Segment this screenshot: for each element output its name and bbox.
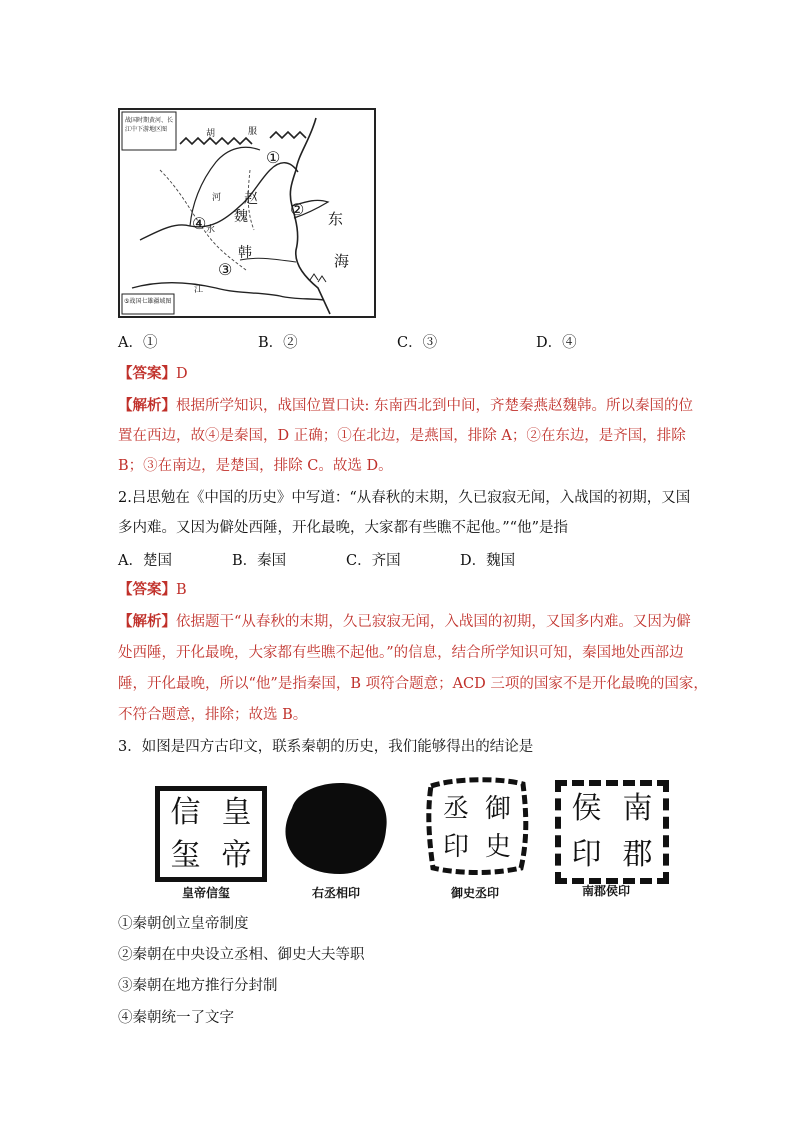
q3-statement-4: ④秦朝统一了文字 [118, 1010, 234, 1026]
warring-states-map [118, 108, 376, 318]
seal4-char-2: 郡 [622, 837, 653, 872]
q2-analysis-line-3: 陲，开化最晚，所以“他”是指秦国，B 项符合题意；ACD 三项的国家不是开化最晚的国家， [118, 676, 708, 692]
q2-analysis-tag: 【解析】 [118, 613, 176, 630]
seal1-char-3: 信 [170, 794, 201, 830]
seal-nanjun-houyin [555, 780, 669, 884]
q1-analysis-line-3: B；③在南边，是楚国，排除 C。故选 D。 [118, 458, 393, 474]
seal-yushi-chengyin [425, 776, 529, 876]
map-marker-1: ① [266, 148, 281, 167]
q3-statement-3: ③秦朝在地方推行分封制 [118, 978, 278, 994]
q2-option-b: B．秦国 [232, 553, 287, 569]
map-marker-2: ② [290, 200, 305, 219]
map-label-hai: 海 [334, 252, 350, 270]
seal4-caption: 南郡侯印 [581, 884, 630, 898]
q1-option-d: D．④ [536, 335, 577, 351]
q1-analysis-line-1 [118, 396, 693, 416]
map-marker-4: ④ [192, 214, 207, 233]
map-label-hu: 胡 [206, 129, 216, 139]
map-label-dong: 东 [328, 210, 344, 228]
map-label-shui: 水 [206, 225, 216, 235]
q2-analysis-text-1: 依据题干“从春秋的末期，久已寂寂无闻，入战国的初期，又国多内难。又因为僻 [176, 614, 691, 630]
q2-option-a: A．楚国 [118, 553, 172, 569]
seal4-char-4: 印 [571, 837, 602, 872]
map-label-he: 河 [212, 193, 222, 203]
seal-youchengxiang-yin [280, 778, 392, 878]
q1-option-b: B．② [258, 335, 298, 351]
seal4-char-3: 侯 [571, 791, 602, 826]
seal2-blot [280, 778, 392, 878]
map-label-han: 韩 [238, 245, 252, 261]
q2-stem-line-2: 多内难。又因为僻处西陲，开化最晚，大家都有些瞧不起他。”“他”是指 [118, 520, 568, 536]
seal2-caption: 右丞相印 [311, 886, 360, 900]
map-label-fu: 服 [248, 127, 258, 137]
q2-analysis-line-4: 不符合题意，排除；故选 B。 [118, 707, 308, 723]
seal1-caption: 皇帝信玺 [181, 886, 230, 900]
map-legend-title: 战国时期黄河、长江中下游地区图 [125, 117, 174, 133]
seal1-char-1: 皇 [221, 794, 252, 830]
seal1-char-2: 帝 [221, 837, 252, 873]
q1-analysis-tag: 【解析】 [118, 397, 176, 414]
q2-answer-value: B [176, 582, 187, 598]
map-marker-3: ③ [218, 260, 233, 279]
q2-analysis-line-1 [118, 612, 691, 632]
q2-option-d: D．魏国 [460, 553, 516, 569]
q1-analysis-text-1: 根据所学知识，战国位置口诀: 东南西北到中间，齐楚秦燕赵魏韩。所以秦国的位 [176, 398, 693, 414]
q1-answer [118, 364, 188, 384]
q3-statement-1: ①秦朝创立皇帝制度 [118, 916, 249, 932]
q1-option-a: A．① [118, 335, 158, 351]
map-label-wei: 魏 [234, 209, 248, 225]
q1-analysis-line-2: 置在西边，故④是秦国，D 正确；①在北边，是燕国，排除 A；②在东边，是齐国，排除 [118, 428, 686, 444]
seal3-char-1: 御 [484, 794, 511, 824]
map-label-zhao: 赵 [244, 191, 258, 207]
q2-answer-tag: 【答案】 [118, 581, 176, 598]
q2-answer [118, 580, 187, 600]
seal3-caption: 御史丞印 [450, 886, 499, 900]
q2-stem-line-1: 2.吕思勉在《中国的历史》中写道：“从春秋的末期，久已寂寂无闻，入战国的初期，又国 [118, 490, 691, 506]
map-legend-bottom: ⑤战国七雄疆域图 [124, 298, 172, 305]
seal3-char-4: 印 [442, 832, 469, 862]
q2-analysis-line-2: 处西陲，开化最晚，大家都有些瞧不起他。”的信息，结合所学知识可知，秦国地处西部边 [118, 645, 684, 661]
seal4-char-1: 南 [622, 791, 653, 826]
q1-option-c: C．③ [397, 335, 438, 351]
q1-answer-tag: 【答案】 [118, 365, 176, 382]
seal-huangdi-xinxi [155, 786, 267, 882]
seal3-char-3: 丞 [442, 794, 469, 824]
q1-answer-value: D [176, 366, 188, 382]
q2-option-c: C．齐国 [346, 553, 401, 569]
map-label-jiang: 江 [194, 285, 204, 295]
q3-statement-2: ②秦朝在中央设立丞相、御史大夫等职 [118, 947, 365, 963]
seal1-char-4: 玺 [170, 837, 201, 873]
q3-stem: 3．如图是四方古印文，联系秦朝的历史，我们能够得出的结论是 [118, 739, 534, 755]
seal3-char-2: 史 [484, 832, 511, 862]
